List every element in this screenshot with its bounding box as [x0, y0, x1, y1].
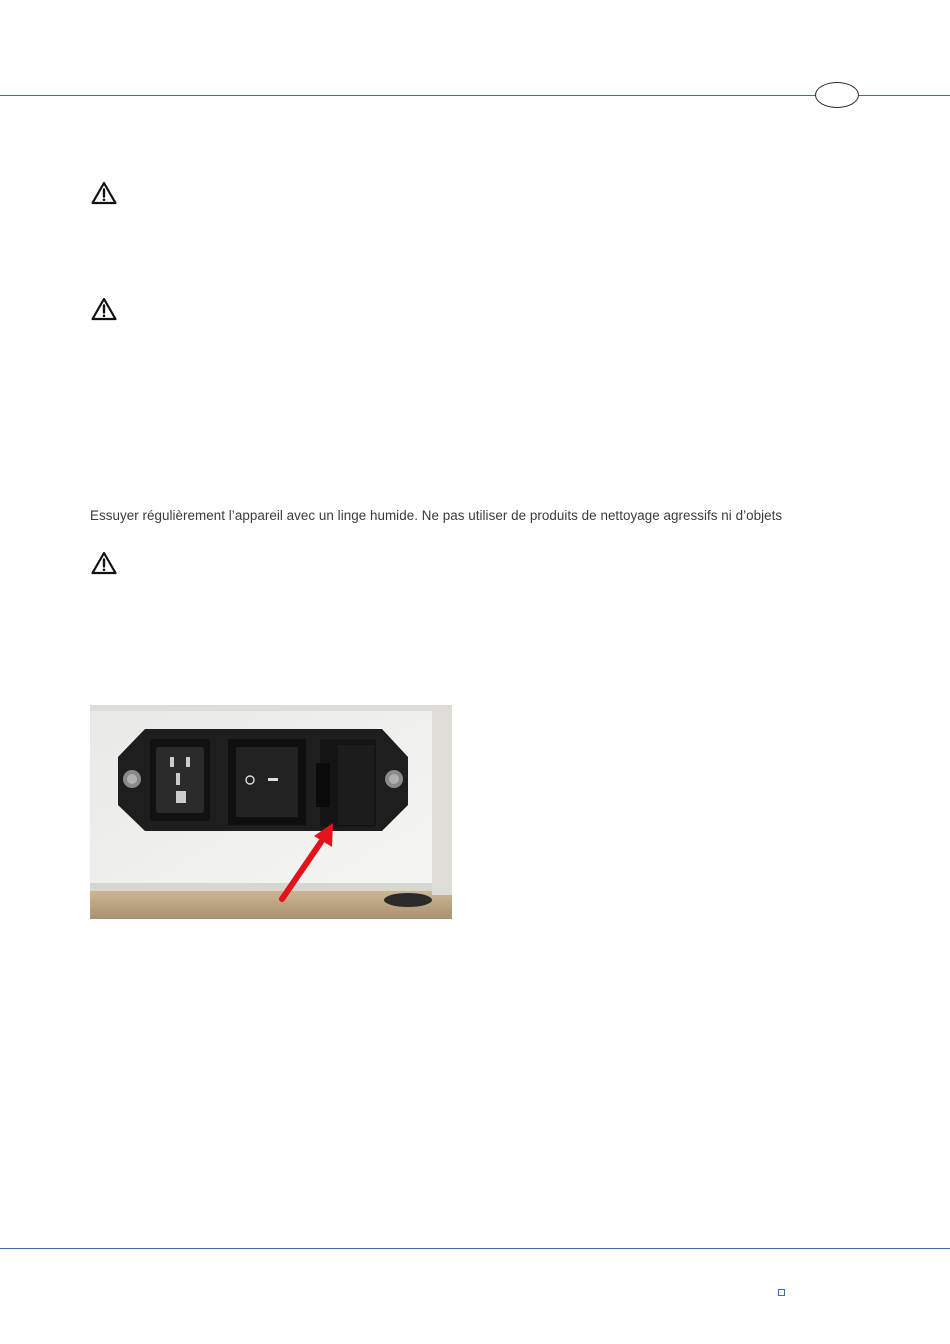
square-icon [778, 1289, 785, 1296]
power-inlet-fuse-photo [90, 705, 452, 919]
warning-triangle-icon [91, 551, 117, 575]
warning-triangle-icon [91, 181, 117, 205]
cleaning-instructions: Essuyer régulièrement l’appareil avec un linge humide. Ne pas utiliser de produits de nettoyage agressifs ni d’objets [90, 508, 783, 523]
warning-triangle-icon [91, 297, 117, 321]
header-rule [0, 95, 950, 96]
footer-rule [0, 1248, 950, 1249]
language-badge [815, 82, 859, 108]
